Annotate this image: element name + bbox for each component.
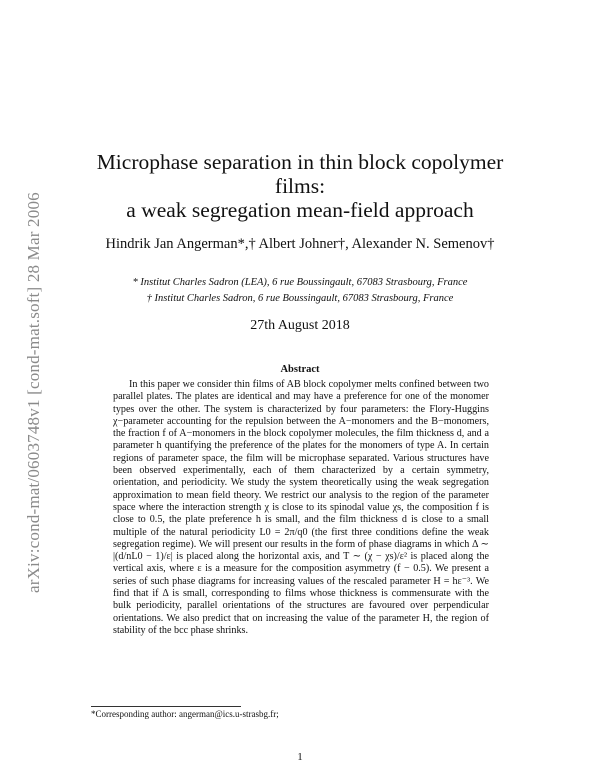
arxiv-identifier-stamp: arXiv:cond-mat/0603748v1 [cond-mat.soft] 28 Mar 2006 xyxy=(24,192,43,593)
affiliation-1: * Institut Charles Sadron (LEA), 6 rue Boussingault, 67083 Strasbourg, France xyxy=(132,277,468,288)
abstract-heading: Abstract xyxy=(280,364,320,375)
page-number: 1 xyxy=(297,751,303,763)
paper-title xyxy=(80,150,520,222)
corresponding-author-footnote: *Corresponding author: angerman@ics.u-strasbg.fr; xyxy=(91,709,279,719)
title-line-3: a weak segregation mean-field approach xyxy=(126,198,474,222)
footnote-divider xyxy=(91,706,241,707)
abstract-body: In this paper we consider thin films of AB block copolymer melts confined between two parallel plates. The plates are identical and may have a preference for one of the monomer types over the other. The system is characterized by four parameters: the Flory-Huggins χ−parameter accounting for the repulsion between the A−monomers and the B−monomers, the fraction f of A−monomers in the block copolymer molecules, the film thickness d, and a parameter h quantifying the preference of the plates for the monomers of type A. In certain regions of parameter space, the film will be microphase separated. Various structures have been observed experimentally, each of them characterized by a certain symmetry, orientation, and periodicity. We study the system theoretically using the weak segregation approximation to mean field theory. We restrict our analysis to the region of the parameter space where the interaction strength χ is close to its spinodal value χs, the composition f is close to 0.5, the plate preference h is small, and the film thickness d is close to a small multiple of the natural periodicity L0 = 2π/q0 (the first three conditions define the weak segregation regime). We will present our results in the form of phase diagrams in which Δ ∼ |(d/nL0 − 1)/ε| is placed along the horizontal axis, and T ∼ (χ − χs)/ε² is placed along the vertical axis, where ε is a measure for the composition asymmetry (f − 0.5). We present a series of such phase diagrams for increasing values of the rescaled parameter H = hε⁻³. We find that if Δ is small, corresponding to films whose thickness is commensurate with the bulk periodicity, parallel orientations of the structures are favoured over perpendicular orientations. We also predict that on increasing the value of the parameter H, the region of stability of the bcc phase shrinks. xyxy=(113,379,489,636)
title-line-1: Microphase separation in thin block copolymer xyxy=(96,150,504,174)
publication-date: 27th August 2018 xyxy=(250,318,350,333)
title-line-2: films: xyxy=(274,174,326,198)
affiliation-2: † Institut Charles Sadron, 6 rue Boussingault, 67083 Strasbourg, France xyxy=(146,293,454,304)
author-list: Hindrik Jan Angerman*,† Albert Johner†, Alexander N. Semenov† xyxy=(105,236,495,252)
